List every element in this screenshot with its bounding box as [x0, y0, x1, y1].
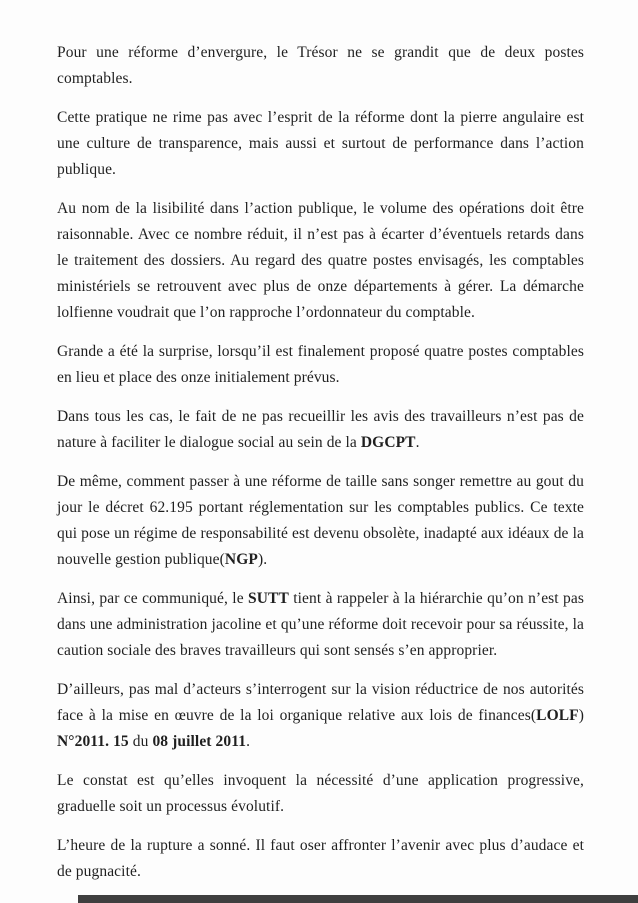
paragraph	[57, 677, 584, 755]
bold-text: 08 juillet 2011	[152, 733, 247, 750]
body-text: ).	[257, 551, 268, 568]
body-text: Grande a été la surprise, lorsqu’il est finalement proposé quatre postes comptables en lieu et place des onze initialement prévus.	[57, 343, 584, 386]
paragraph	[57, 40, 584, 92]
bold-text: N°2011. 15	[57, 733, 129, 750]
body-text: )	[578, 707, 584, 724]
paragraph	[57, 768, 584, 820]
paragraph	[57, 404, 584, 456]
bold-text: NGP	[224, 551, 258, 568]
body-text: Dans tous les cas, le fait de ne pas recueillir les avis des travailleurs n’est pas de nature à faciliter le dialogue social au sein de la	[57, 408, 584, 451]
body-text: Au nom de la lisibilité dans l’action publique, le volume des opérations doit être raisonnable. Avec ce nombre réduit, il n’est pas à écarter d’éventuels retards dans le traitement des dossiers. Au regard des quatre postes envisagés, les comptables ministériels se retrouvent avec plus de onze départements à gérer. La démarche lolfienne voudrait que l’on rapproche l’ordonnateur du comptable.	[57, 200, 584, 321]
body-text: .	[415, 434, 420, 451]
body-text: du	[128, 733, 153, 750]
paragraph	[57, 833, 584, 885]
paragraph	[57, 469, 584, 573]
paragraph	[57, 586, 584, 664]
body-text: Pour une réforme d’envergure, le Trésor ne se grandit que de deux postes comptables.	[57, 44, 584, 87]
body-text: D’ailleurs, pas mal d’acteurs s’interrogent sur la vision réductrice de nos autorités face à la mise en œuvre de la loi organique relative aux lois de finances(	[57, 681, 584, 724]
bold-text: LOLF	[536, 707, 579, 724]
body-text: De même, comment passer à une réforme de taille sans songer remettre au gout du jour le décret 62.195 portant réglementation sur les comptables publics. Ce texte qui pose un régime de responsabilité est devenu obsolète, inadapté aux idéaux de la nouvelle gestion publique(	[57, 473, 584, 568]
body-text: L’heure de la rupture a sonné. Il faut oser affronter l’avenir avec plus d’audace et de pugnacité.	[57, 837, 584, 880]
body-text: Cette pratique ne rime pas avec l’esprit de la réforme dont la pierre angulaire est une culture de transparence, mais aussi et surtout de performance dans l’action publique.	[57, 109, 584, 178]
body-text: tient à rappeler à la hiérarchie qu’on n’est pas dans une administration jacoline et qu’une réforme doit recevoir pour sa réussite, la caution sociale des braves travailleurs qui sont sensés s’en approprier.	[57, 590, 584, 659]
paragraph	[57, 105, 584, 183]
document-text-block	[57, 40, 584, 898]
paragraph	[57, 339, 584, 391]
scan-artifact-bar	[78, 895, 638, 903]
body-text: .	[246, 733, 251, 750]
body-text: Ainsi, par ce communiqué, le	[57, 590, 249, 607]
paragraph	[57, 196, 584, 326]
bold-text: DGCPT	[360, 434, 416, 451]
body-text: Le constat est qu’elles invoquent la nécessité d’une application progressive, graduelle soit un processus évolutif.	[57, 772, 584, 815]
bold-text: SUTT	[248, 590, 289, 607]
